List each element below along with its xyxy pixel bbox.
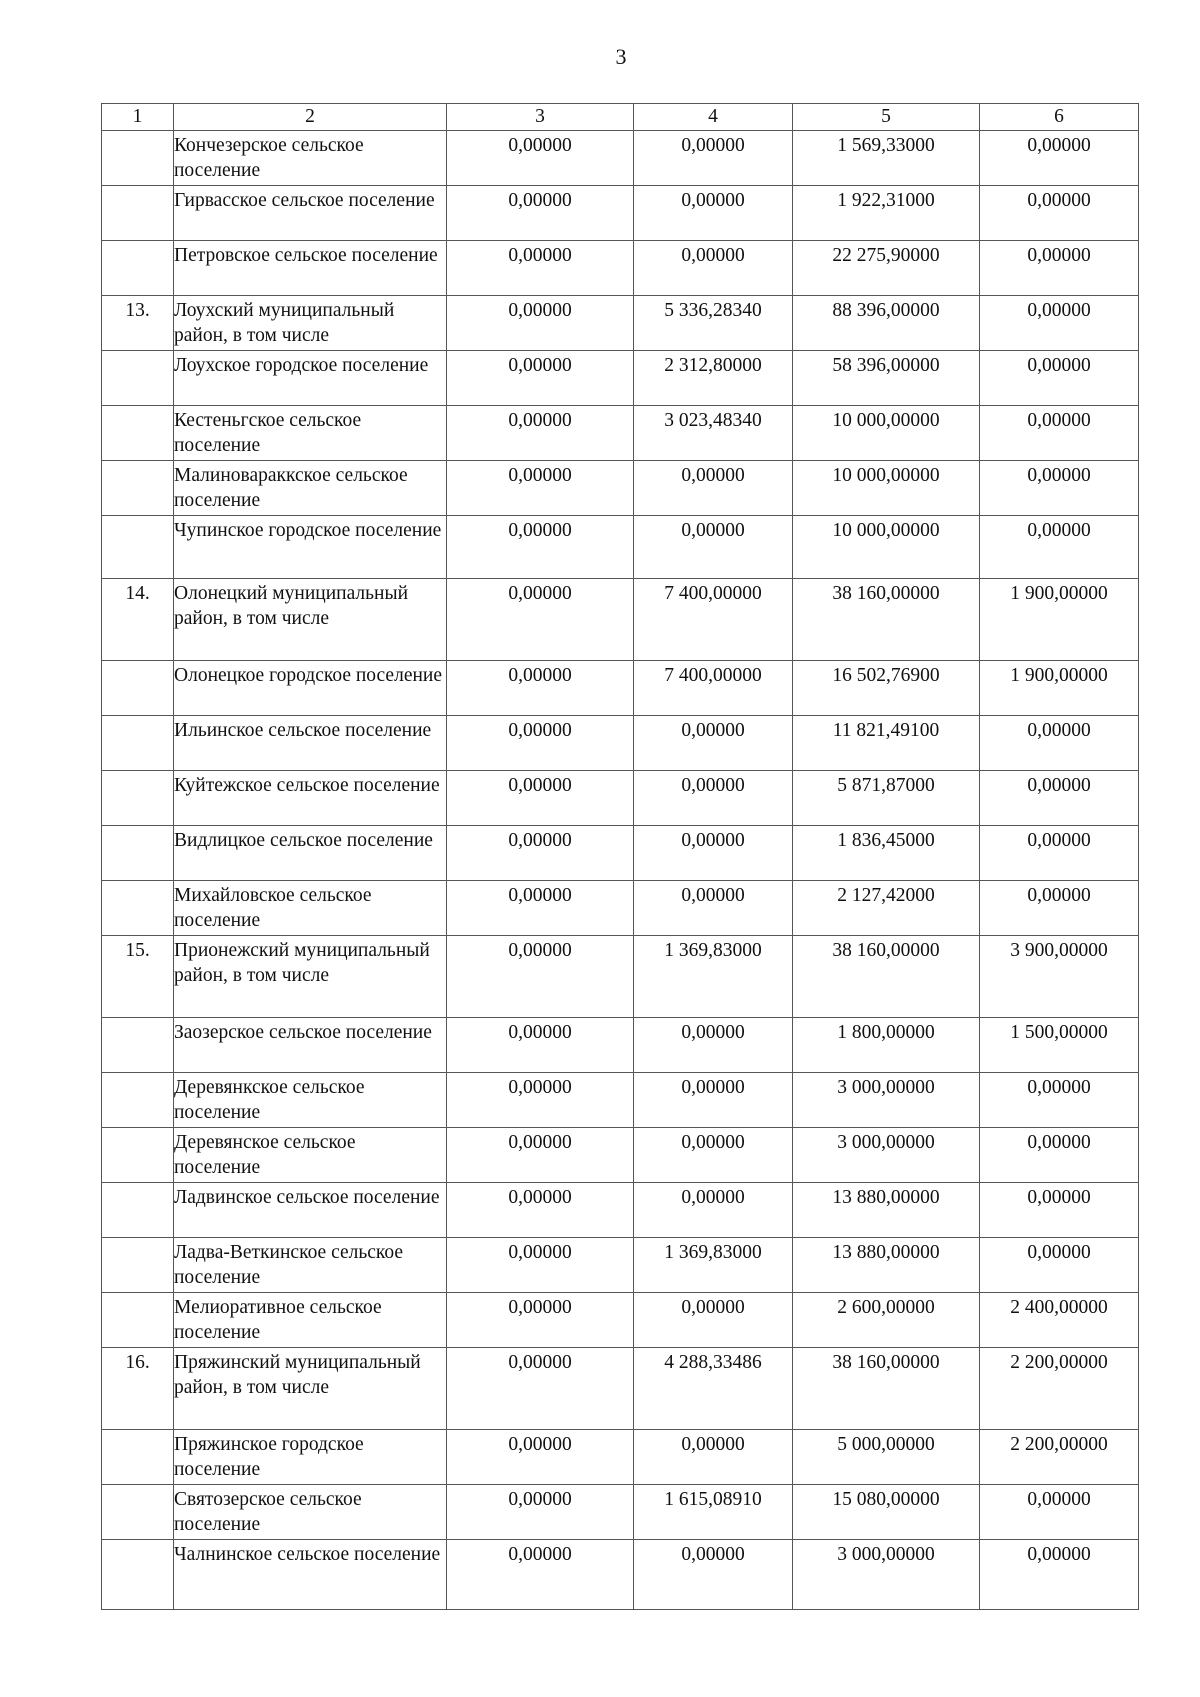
table-row bbox=[102, 1073, 1139, 1128]
value-col-4: 4 288,33486 bbox=[634, 1348, 793, 1430]
table-row bbox=[102, 186, 1139, 241]
value-col-4: 0,00000 bbox=[634, 516, 793, 579]
value-col-3: 0,00000 bbox=[447, 1430, 634, 1485]
row-name: Деревянское сельское поселение bbox=[174, 1128, 447, 1183]
value-col-5: 13 880,00000 bbox=[793, 1238, 980, 1293]
value-col-3: 0,00000 bbox=[447, 1073, 634, 1128]
row-number bbox=[102, 1018, 174, 1073]
row-number bbox=[102, 1128, 174, 1183]
value-col-3: 0,00000 bbox=[447, 881, 634, 936]
value-col-5: 3 000,00000 bbox=[793, 1128, 980, 1183]
value-col-3: 0,00000 bbox=[447, 1293, 634, 1348]
value-col-3: 0,00000 bbox=[447, 1348, 634, 1430]
value-col-5: 1 569,33000 bbox=[793, 131, 980, 186]
value-col-6: 0,00000 bbox=[980, 716, 1139, 771]
value-col-4: 1 369,83000 bbox=[634, 1238, 793, 1293]
value-col-5: 5 000,00000 bbox=[793, 1430, 980, 1485]
value-col-4: 0,00000 bbox=[634, 771, 793, 826]
value-col-6: 1 500,00000 bbox=[980, 1018, 1139, 1073]
value-col-4: 0,00000 bbox=[634, 1183, 793, 1238]
value-col-6: 1 900,00000 bbox=[980, 661, 1139, 716]
value-col-6: 0,00000 bbox=[980, 186, 1139, 241]
row-number bbox=[102, 461, 174, 516]
row-number bbox=[102, 241, 174, 296]
value-col-3: 0,00000 bbox=[447, 1238, 634, 1293]
row-number: 15. bbox=[102, 936, 174, 1018]
value-col-6: 0,00000 bbox=[980, 826, 1139, 881]
row-number bbox=[102, 186, 174, 241]
value-col-6: 0,00000 bbox=[980, 461, 1139, 516]
row-name: Кестеньгское сельское поселение bbox=[174, 406, 447, 461]
table-row bbox=[102, 936, 1139, 1018]
table-row bbox=[102, 516, 1139, 579]
value-col-4: 0,00000 bbox=[634, 1540, 793, 1610]
page-number: 3 bbox=[615, 44, 627, 69]
row-number bbox=[102, 406, 174, 461]
row-name: Куйтежское сельское поселение bbox=[174, 771, 447, 826]
row-number bbox=[102, 1183, 174, 1238]
value-col-5: 10 000,00000 bbox=[793, 516, 980, 579]
value-col-4: 7 400,00000 bbox=[634, 579, 793, 661]
table-row bbox=[102, 579, 1139, 661]
value-col-3: 0,00000 bbox=[447, 1128, 634, 1183]
value-col-4: 1 369,83000 bbox=[634, 936, 793, 1018]
value-col-3: 0,00000 bbox=[447, 716, 634, 771]
value-col-4: 3 023,48340 bbox=[634, 406, 793, 461]
value-col-6: 2 200,00000 bbox=[980, 1430, 1139, 1485]
value-col-4: 1 615,08910 bbox=[634, 1485, 793, 1540]
value-col-5: 3 000,00000 bbox=[793, 1073, 980, 1128]
table-row bbox=[102, 241, 1139, 296]
row-number: 14. bbox=[102, 579, 174, 661]
value-col-6: 0,00000 bbox=[980, 1183, 1139, 1238]
value-col-3: 0,00000 bbox=[447, 1540, 634, 1610]
row-number: 16. bbox=[102, 1348, 174, 1430]
value-col-3: 0,00000 bbox=[447, 771, 634, 826]
row-name: Лоухский муниципальный район, в том числе bbox=[174, 296, 447, 351]
value-col-4: 0,00000 bbox=[634, 1073, 793, 1128]
value-col-3: 0,00000 bbox=[447, 296, 634, 351]
row-name: Пряжинский муниципальный район, в том числе bbox=[174, 1348, 447, 1430]
value-col-5: 38 160,00000 bbox=[793, 1348, 980, 1430]
value-col-6: 0,00000 bbox=[980, 516, 1139, 579]
value-col-6: 3 900,00000 bbox=[980, 936, 1139, 1018]
value-col-4: 2 312,80000 bbox=[634, 351, 793, 406]
row-name: Мелиоративное сельское поселение bbox=[174, 1293, 447, 1348]
value-col-5: 16 502,76900 bbox=[793, 661, 980, 716]
row-name: Малиновараккское сельское поселение bbox=[174, 461, 447, 516]
row-number bbox=[102, 131, 174, 186]
budget-table bbox=[101, 103, 1139, 1610]
value-col-5: 2 600,00000 bbox=[793, 1293, 980, 1348]
row-name: Чалнинское сельское поселение bbox=[174, 1540, 447, 1610]
value-col-6: 0,00000 bbox=[980, 1073, 1139, 1128]
row-number bbox=[102, 351, 174, 406]
value-col-6: 0,00000 bbox=[980, 1485, 1139, 1540]
row-name: Ильинское сельское поселение bbox=[174, 716, 447, 771]
table-row bbox=[102, 351, 1139, 406]
row-number bbox=[102, 1430, 174, 1485]
value-col-4: 5 336,28340 bbox=[634, 296, 793, 351]
row-number: 13. bbox=[102, 296, 174, 351]
value-col-4: 0,00000 bbox=[634, 1128, 793, 1183]
table-row bbox=[102, 771, 1139, 826]
row-number bbox=[102, 881, 174, 936]
table-row bbox=[102, 1485, 1139, 1540]
row-name: Олонецкое городское поселение bbox=[174, 661, 447, 716]
value-col-6: 0,00000 bbox=[980, 1540, 1139, 1610]
row-number bbox=[102, 771, 174, 826]
value-col-4: 0,00000 bbox=[634, 241, 793, 296]
value-col-6: 0,00000 bbox=[980, 881, 1139, 936]
value-col-6: 0,00000 bbox=[980, 296, 1139, 351]
value-col-5: 10 000,00000 bbox=[793, 461, 980, 516]
column-header: 1 bbox=[102, 104, 174, 131]
value-col-4: 0,00000 bbox=[634, 826, 793, 881]
table-row bbox=[102, 1430, 1139, 1485]
row-number bbox=[102, 1485, 174, 1540]
column-header: 2 bbox=[174, 104, 447, 131]
row-name: Ладва-Веткинское сельское поселение bbox=[174, 1238, 447, 1293]
table-row bbox=[102, 1183, 1139, 1238]
row-name: Деревянкское сельское поселение bbox=[174, 1073, 447, 1128]
value-col-3: 0,00000 bbox=[447, 1485, 634, 1540]
value-col-6: 0,00000 bbox=[980, 771, 1139, 826]
row-name: Лоухское городское поселение bbox=[174, 351, 447, 406]
value-col-3: 0,00000 bbox=[447, 131, 634, 186]
value-col-4: 0,00000 bbox=[634, 131, 793, 186]
table-header-row bbox=[102, 104, 1139, 131]
table-row bbox=[102, 406, 1139, 461]
value-col-3: 0,00000 bbox=[447, 516, 634, 579]
table-row bbox=[102, 296, 1139, 351]
value-col-4: 0,00000 bbox=[634, 461, 793, 516]
value-col-3: 0,00000 bbox=[447, 579, 634, 661]
row-name: Видлицкое сельское поселение bbox=[174, 826, 447, 881]
table-row bbox=[102, 826, 1139, 881]
table-row bbox=[102, 716, 1139, 771]
row-number bbox=[102, 516, 174, 579]
row-name: Заозерское сельское поселение bbox=[174, 1018, 447, 1073]
value-col-6: 0,00000 bbox=[980, 131, 1139, 186]
row-name: Ладвинское сельское поселение bbox=[174, 1183, 447, 1238]
table-row bbox=[102, 661, 1139, 716]
value-col-3: 0,00000 bbox=[447, 826, 634, 881]
value-col-5: 38 160,00000 bbox=[793, 936, 980, 1018]
value-col-6: 2 200,00000 bbox=[980, 1348, 1139, 1430]
value-col-5: 15 080,00000 bbox=[793, 1485, 980, 1540]
column-header: 6 bbox=[980, 104, 1139, 131]
value-col-3: 0,00000 bbox=[447, 406, 634, 461]
column-header: 5 bbox=[793, 104, 980, 131]
value-col-3: 0,00000 bbox=[447, 241, 634, 296]
value-col-5: 11 821,49100 bbox=[793, 716, 980, 771]
value-col-3: 0,00000 bbox=[447, 1018, 634, 1073]
column-header: 3 bbox=[447, 104, 634, 131]
value-col-5: 5 871,87000 bbox=[793, 771, 980, 826]
row-name: Святозерское сельское поселение bbox=[174, 1485, 447, 1540]
row-number bbox=[102, 716, 174, 771]
table-row bbox=[102, 1293, 1139, 1348]
value-col-5: 13 880,00000 bbox=[793, 1183, 980, 1238]
row-name: Михайловское сельское поселение bbox=[174, 881, 447, 936]
row-number bbox=[102, 1293, 174, 1348]
column-header: 4 bbox=[634, 104, 793, 131]
value-col-5: 1 836,45000 bbox=[793, 826, 980, 881]
value-col-4: 0,00000 bbox=[634, 1430, 793, 1485]
table-row bbox=[102, 1540, 1139, 1610]
row-number bbox=[102, 1540, 174, 1610]
value-col-5: 88 396,00000 bbox=[793, 296, 980, 351]
value-col-3: 0,00000 bbox=[447, 351, 634, 406]
row-name: Петровское сельское поселение bbox=[174, 241, 447, 296]
value-col-5: 10 000,00000 bbox=[793, 406, 980, 461]
value-col-5: 2 127,42000 bbox=[793, 881, 980, 936]
row-name: Чупинское городское поселение bbox=[174, 516, 447, 579]
value-col-4: 0,00000 bbox=[634, 881, 793, 936]
value-col-6: 0,00000 bbox=[980, 241, 1139, 296]
value-col-5: 38 160,00000 bbox=[793, 579, 980, 661]
value-col-6: 0,00000 bbox=[980, 1128, 1139, 1183]
value-col-3: 0,00000 bbox=[447, 1183, 634, 1238]
table-row bbox=[102, 1238, 1139, 1293]
value-col-3: 0,00000 bbox=[447, 461, 634, 516]
value-col-6: 0,00000 bbox=[980, 351, 1139, 406]
value-col-5: 1 922,31000 bbox=[793, 186, 980, 241]
row-number bbox=[102, 661, 174, 716]
value-col-3: 0,00000 bbox=[447, 936, 634, 1018]
row-name: Прионежский муниципальный район, в том числе bbox=[174, 936, 447, 1018]
value-col-3: 0,00000 bbox=[447, 661, 634, 716]
row-name: Кончезерское сельское поселение bbox=[174, 131, 447, 186]
row-number bbox=[102, 1073, 174, 1128]
value-col-4: 7 400,00000 bbox=[634, 661, 793, 716]
row-name: Олонецкий муниципальный район, в том числе bbox=[174, 579, 447, 661]
value-col-5: 22 275,90000 bbox=[793, 241, 980, 296]
value-col-4: 0,00000 bbox=[634, 186, 793, 241]
value-col-6: 0,00000 bbox=[980, 1238, 1139, 1293]
row-number bbox=[102, 1238, 174, 1293]
value-col-3: 0,00000 bbox=[447, 186, 634, 241]
value-col-4: 0,00000 bbox=[634, 1018, 793, 1073]
table-row bbox=[102, 1348, 1139, 1430]
value-col-4: 0,00000 bbox=[634, 1293, 793, 1348]
row-name: Гирвасское сельское поселение bbox=[174, 186, 447, 241]
value-col-6: 1 900,00000 bbox=[980, 579, 1139, 661]
value-col-4: 0,00000 bbox=[634, 716, 793, 771]
value-col-5: 1 800,00000 bbox=[793, 1018, 980, 1073]
table-row bbox=[102, 1018, 1139, 1073]
row-number bbox=[102, 826, 174, 881]
table-row bbox=[102, 881, 1139, 936]
table-row bbox=[102, 1128, 1139, 1183]
table-row bbox=[102, 461, 1139, 516]
row-name: Пряжинское городское поселение bbox=[174, 1430, 447, 1485]
value-col-5: 58 396,00000 bbox=[793, 351, 980, 406]
value-col-6: 0,00000 bbox=[980, 406, 1139, 461]
table-row bbox=[102, 131, 1139, 186]
value-col-5: 3 000,00000 bbox=[793, 1540, 980, 1610]
value-col-6: 2 400,00000 bbox=[980, 1293, 1139, 1348]
